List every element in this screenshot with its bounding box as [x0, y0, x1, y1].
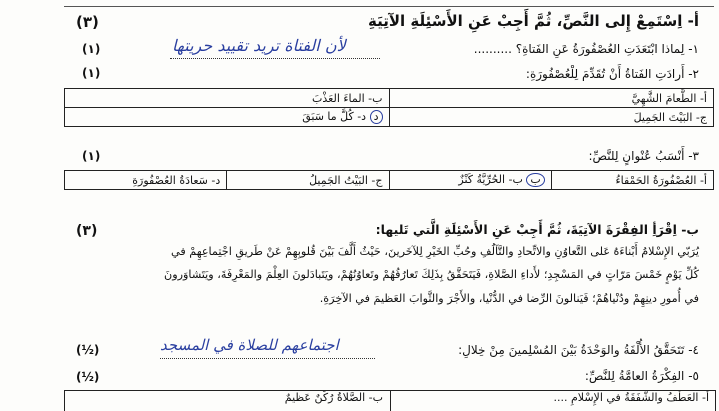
q2-selected-circle: د	[370, 110, 383, 124]
q2-options-table	[64, 88, 714, 127]
q2-option-b[interactable]: ب- الماءَ العَذْبَ	[65, 89, 390, 108]
q2-option-d-label: د- كُلَّ ما سَبَقَ	[302, 110, 367, 123]
section-a-score: (٣)	[76, 13, 99, 31]
q3-option-b-label: ب- الحُرِّيَّةُ كَنْزٌ	[458, 173, 523, 186]
q4-handwritten-answer: اجتماعهم للصلاة في المسجد	[160, 336, 339, 354]
q3-selected-circle: ب	[526, 173, 544, 187]
q1-handwritten-answer: لأن الفتاة تريد تقييد حريتها	[172, 36, 346, 55]
q3-score: (١)	[82, 149, 101, 163]
q4-text: ٤- تَتَحَقَّقُ الأُلْفَةُ والوَحْدَةُ بَيْنَ المُسْلِمينَ مِنْ خِلالِ:	[458, 343, 699, 357]
q3-option-d[interactable]: د- سَعادَةُ العُصْفُورَةِ	[65, 171, 227, 190]
top-rule	[64, 6, 714, 7]
q3-option-a[interactable]: أ- العُصْفُورَةُ الحَمْقاءُ	[551, 171, 713, 190]
q5-score: (½)	[76, 370, 100, 384]
q3-option-c[interactable]: ج- البَيْتُ الجَمِيلُ	[227, 171, 389, 190]
q1-answer-line	[170, 58, 380, 59]
q5-options-row	[64, 390, 716, 411]
q2-option-a[interactable]: أ- الطَّعامَ الشَّهِيَّ	[389, 89, 714, 108]
q4-answer-line	[160, 358, 375, 359]
section-b-title: ب- اِقْرَأِ الفِقْرَةَ الآتِيَةَ، ثُمَّ أَجِبْ عَنِ الأَسْئِلَةِ الَّتي تَليها:	[375, 222, 699, 237]
q5-option-b[interactable]: ب- الصَّلاةُ رُكْنٌ عَظيمٌ	[284, 391, 383, 404]
paragraph-line-2: كُلِّ يَوْمٍ خَمْسَ مَرّاتٍ في المَسْجِدِ؛ لأَداءِ الصَّلاةِ، فَيَتَحَقَّقُ بِذَلِكَ تَعارُفُهُمْ وتَعاوُنُهُمْ، ويَتَبادَلونَ العِلْمَ والمَعْرِفَةَ، ويَتَشاوَرونَ	[163, 268, 699, 281]
q1-score: (١)	[82, 42, 101, 56]
q2-score: (١)	[82, 66, 101, 80]
q2-text: ٢- أَرادَتِ الفَتاةُ أَنْ تُقَدِّمَ لِلْعُصْفُورَةِ:	[525, 67, 699, 81]
paragraph-line-3: في أُمورِ دينِهِمْ ودُنْياهُمْ؛ فَيَنالونَ الرِّضا في الدُّنْيا، والأَجْرَ والثَّوابَ العَظيمَ في الآخِرَةِ.	[319, 292, 699, 305]
q3-option-b[interactable]	[389, 171, 551, 190]
q1-text: ١- لِماذا ابْتَعَدَتِ العُصْفُورَةُ عَنِ الفَتاةِ؟ ..........	[473, 42, 699, 56]
q2-option-c[interactable]: ج- البَيْتَ الجَمِيلَ	[389, 108, 714, 127]
q3-options-table	[64, 170, 714, 190]
q4-score: (½)	[76, 343, 100, 357]
q5-text: ٥- الفِكْرَةُ العامَّةُ لِلنَّصِّ:	[584, 369, 699, 383]
q5-option-a[interactable]: أ- العَطْفُ والشَّفَقَةُ في الإِسْلامِ ....	[390, 391, 715, 411]
section-a-title: أ- اِسْتَمِعْ إِلى النَّصِّ، ثُمَّ أَجِبْ عَنِ الأَسْئِلَةِ الآتِيَةِ	[367, 12, 699, 30]
section-b-score: (٣)	[76, 223, 98, 239]
q3-text: ٣- أَنْسَبُ عُنْوانٍ لِلنَّصِّ:	[588, 149, 699, 163]
q2-option-d[interactable]	[65, 108, 390, 127]
paragraph-line-1: يُرَبّي الإِسْلامُ أَبْناءَهُ عَلى التَّعاوُنِ والاتِّحادِ والتَّآلُفِ وحُبِّ الخَيْرِ لِلآخَرينَ، حَيْثُ أَلَّفَ بَيْنَ قُلوبِهِمْ عَنْ طَريقِ اجْتِماعِهِمْ في	[171, 245, 699, 258]
